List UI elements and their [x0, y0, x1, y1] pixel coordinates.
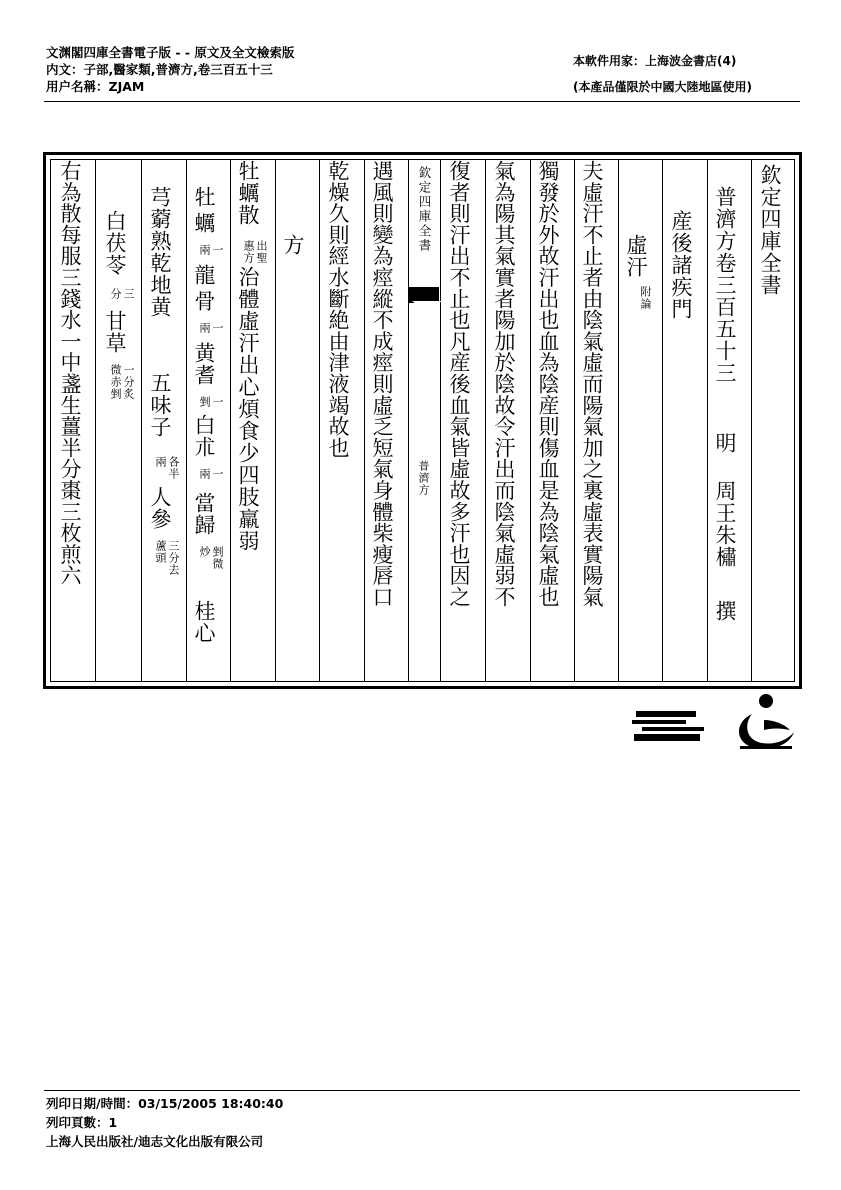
print-page-count: 列印頁數：1: [46, 1115, 118, 1130]
spine-notch: [412, 301, 442, 311]
publisher-emblem-icon: [730, 692, 800, 754]
ingredient-dose: 兩: [198, 468, 211, 480]
ingredient: 人參: [148, 486, 172, 530]
topic-heading: 虛汗: [624, 234, 648, 278]
header-title: 文渊閣四庫全書電子版 - - 原文及全文檢索版: [46, 45, 295, 60]
spine: [408, 160, 440, 681]
publisher-logo-icon: [632, 708, 704, 744]
formula-source: 惠方: [242, 240, 255, 264]
ingredient: 龍: [192, 264, 216, 286]
text-line: 復者則汗出不止也凡産後血氣皆虛故多汗也因之: [447, 160, 471, 608]
ingredient: 蠣: [192, 212, 216, 234]
formula-indication: 治體虛汗出心煩食少四肢羸弱: [236, 266, 260, 552]
ingredient: 白朮: [192, 414, 216, 458]
column-line: [574, 160, 575, 681]
column-line: [364, 160, 365, 681]
ingredient-dose: 炒: [198, 546, 211, 558]
ingredient-dose: 兩: [198, 244, 211, 256]
column-line: [141, 160, 142, 681]
ingredient-dose: 兩: [154, 456, 167, 468]
ingredient-dose: 兩: [198, 322, 211, 334]
spine-title: 欽定四庫全書: [417, 166, 432, 253]
publisher: 上海人民出版社/迪志文化出版有限公司: [46, 1134, 264, 1149]
column-line: [275, 160, 276, 681]
ingredient-dose: 分: [109, 288, 122, 300]
ingredient-dose: 蘆頭: [154, 540, 167, 564]
license-region: (本產品僅限於中國大陸地區使用): [573, 80, 752, 94]
ingredient: 牡: [192, 186, 216, 208]
ingredient: 白茯苓: [103, 210, 127, 276]
ingredient-dose: 各半: [167, 456, 180, 480]
ingredient: 桂心: [192, 600, 216, 644]
header-content-path: 内文：子部,醫家類,普濟方,卷三百五十三: [46, 62, 273, 77]
text-line: 遇風則變為痙縱不成痙則虛乏短氣身體柴瘦唇口: [370, 160, 394, 608]
ingredient-dose: 一: [211, 322, 224, 334]
ingredient-dose: 一: [211, 396, 224, 408]
license-info: [573, 48, 752, 100]
dynasty: 明: [713, 432, 737, 454]
header-user: 用户名稱：ZJAM: [46, 79, 145, 94]
column-line: [530, 160, 531, 681]
topic-note: 附論: [639, 286, 652, 310]
column-line: [707, 160, 708, 681]
ingredient-dose: 一分炙: [122, 364, 135, 400]
text-line: 獨發於外故汗出也血為陰産則傷血是為陰氣虛也: [536, 160, 560, 608]
ingredient-dose: 一: [211, 244, 224, 256]
text-line: 乾燥久則經水斷絶由津液竭故也: [326, 160, 350, 459]
page-frame: [43, 152, 802, 689]
footer-rule: [44, 1090, 800, 1091]
ingredient: 甘草: [103, 310, 127, 354]
header-rule: [44, 101, 800, 102]
ingredient-dose: 三分去: [167, 540, 180, 576]
ingredient: 黄耆: [192, 342, 216, 386]
formula-name: 牡蠣散: [236, 160, 260, 226]
column-line: [95, 160, 96, 681]
print-datetime: 列印日期/時間：03/15/2005 18:40:40: [46, 1096, 284, 1111]
column-line: [230, 160, 231, 681]
ingredient-dose: 微赤剉: [109, 364, 122, 400]
page-columns: [50, 159, 795, 682]
book-title: 欽定四庫全書: [758, 164, 782, 296]
column-line: [186, 160, 187, 681]
author-role: 撰: [713, 600, 737, 622]
ingredient-dose: 一: [211, 468, 224, 480]
volume-title: 普濟方卷三百五十三: [713, 186, 737, 384]
section-category: 産後諸疾門: [669, 210, 693, 320]
spine-book-name: 普濟方: [417, 460, 430, 496]
column-line: [319, 160, 320, 681]
text-line: 氣為陽其氣實者陽加於陰故令汗出而陰氣虛弱不: [492, 160, 516, 608]
column-line: [751, 160, 752, 681]
author: 周王朱橚: [713, 480, 737, 568]
formula-source: 出聖: [255, 240, 268, 264]
column-line: [662, 160, 663, 681]
license-user: 本軟件用家：上海波金書店(4): [573, 54, 737, 68]
ingredient-dose: 剉微: [211, 546, 224, 570]
ingredient-dose: 剉: [198, 396, 211, 408]
column-line: [618, 160, 619, 681]
text-line: 夫虛汗不止者由陰氣虛而陽氣加之裏虛表實陽氣: [580, 160, 604, 608]
column-line: [485, 160, 486, 681]
column-line: [440, 160, 441, 681]
ingredient: 當歸: [192, 492, 216, 536]
ingredient: 五味子: [148, 372, 172, 438]
print-footer: [46, 1094, 283, 1151]
print-header: [46, 44, 294, 95]
ingredient: 骨: [192, 290, 216, 312]
text-line: 右為散每服三錢水一中盞生薑半分棗三枚煎六: [58, 160, 82, 586]
ingredient-dose: 三: [122, 288, 135, 300]
formula-heading: 方: [281, 234, 305, 256]
ingredient: 芎藭熟乾地黄: [148, 186, 172, 318]
